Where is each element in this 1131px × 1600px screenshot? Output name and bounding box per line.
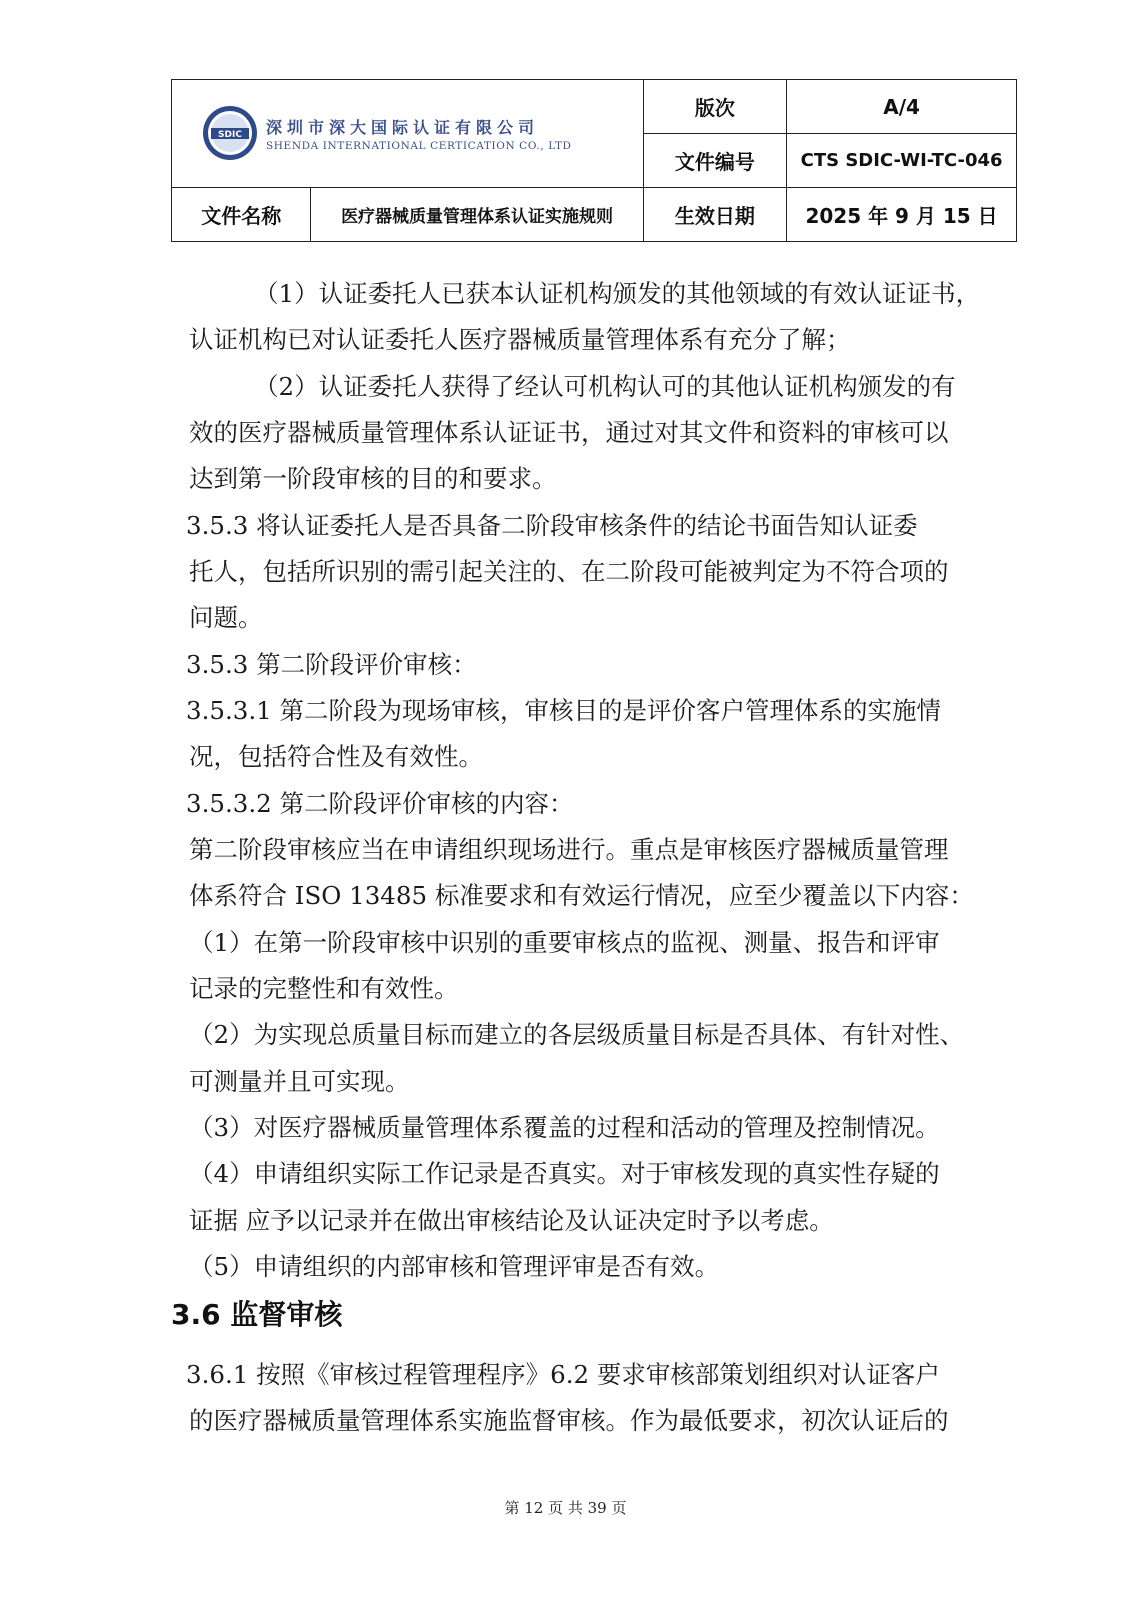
- doc-no-label: 文件编号: [643, 134, 787, 187]
- body-line: （2）认证委托人获得了经认可机构认可的其他认证机构颁发的有: [254, 372, 956, 401]
- body-line: 第二阶段审核应当在申请组织现场进行。重点是审核医疗器械质量管理: [189, 835, 949, 864]
- body-line: 证据 应予以记录并在做出审核结论及认证决定时予以考虑。: [189, 1206, 834, 1235]
- svg-text:SDIC: SDIC: [218, 130, 242, 141]
- body-line: 效的医疗器械质量管理体系认证证书，通过对其文件和资料的审核可以: [189, 418, 949, 447]
- body-line: 3.5.3 第二阶段评价审核：: [186, 650, 477, 679]
- body-line: 可测量并且可实现。: [189, 1067, 410, 1096]
- doc-name-label: 文件名称: [172, 187, 311, 241]
- body-line: 达到第一阶段审核的目的和要求。: [189, 464, 557, 493]
- body-line: （1）认证委托人已获本认证机构颁发的其他领域的有效认证证书，: [254, 279, 981, 308]
- doc-name-value: 医疗器械质量管理体系认证实施规则: [311, 187, 643, 241]
- section-heading: 3.6 监督审核: [171, 1298, 343, 1331]
- body-line: （4）申请组织实际工作记录是否真实。对于审核发现的真实性存疑的: [189, 1159, 940, 1188]
- version-value: A/4: [787, 80, 1017, 134]
- header-table: [171, 79, 1017, 242]
- company-logo-cell: [172, 80, 644, 188]
- body-line: 托人，包括所识别的需引起关注的、在二阶段可能被判定为不符合项的: [189, 557, 949, 586]
- seal-icon: [202, 105, 258, 161]
- body-line: （5）申请组织的内部审核和管理评审是否有效。: [189, 1252, 720, 1281]
- page-number: 第 12 页 共 39 页: [504, 1499, 627, 1517]
- body-line: 的医疗器械质量管理体系实施监督审核。作为最低要求，初次认证后的: [189, 1406, 949, 1435]
- body-line: 3.6.1 按照《审核过程管理程序》6.2 要求审核部策划组织对认证客户: [186, 1360, 940, 1389]
- body-line: （2）为实现总质量目标而建立的各层级质量目标是否具体、有针对性、: [189, 1020, 965, 1049]
- doc-no-value: CTS SDIC-WI-TC-046: [787, 134, 1017, 187]
- body-line: 3.5.3.1 第二阶段为现场审核，审核目的是评价客户管理体系的实施情: [186, 696, 941, 725]
- body-line: 记录的完整性和有效性。: [189, 974, 459, 1003]
- body-line: 3.5.3 将认证委托人是否具备二阶段审核条件的结论书面告知认证委: [186, 511, 918, 540]
- body-line: 体系符合 ISO 13485 标准要求和有效运行情况，应至少覆盖以下内容：: [189, 881, 974, 910]
- body-line: 3.5.3.2 第二阶段评价审核的内容：: [186, 789, 574, 818]
- effective-value: 2025 年 9 月 15 日: [787, 187, 1017, 241]
- body-line: 况，包括符合性及有效性。: [189, 742, 483, 771]
- version-label: 版次: [643, 80, 787, 134]
- effective-label: 生效日期: [643, 187, 787, 241]
- company-name-en: SHENDA INTERNATIONAL CERTICATION CO., LTD: [266, 139, 572, 152]
- company-name-cn: 深圳市深大国际认证有限公司: [266, 117, 540, 137]
- body-line: （3）对医疗器械质量管理体系覆盖的过程和活动的管理及控制情况。: [189, 1113, 940, 1142]
- company-logo: [202, 105, 643, 161]
- body-line: （1）在第一阶段审核中识别的重要审核点的监视、测量、报告和评审: [189, 928, 940, 957]
- body-line: 问题。: [189, 603, 263, 632]
- body-line: 认证机构已对认证委托人医疗器械质量管理体系有充分了解；: [189, 325, 851, 354]
